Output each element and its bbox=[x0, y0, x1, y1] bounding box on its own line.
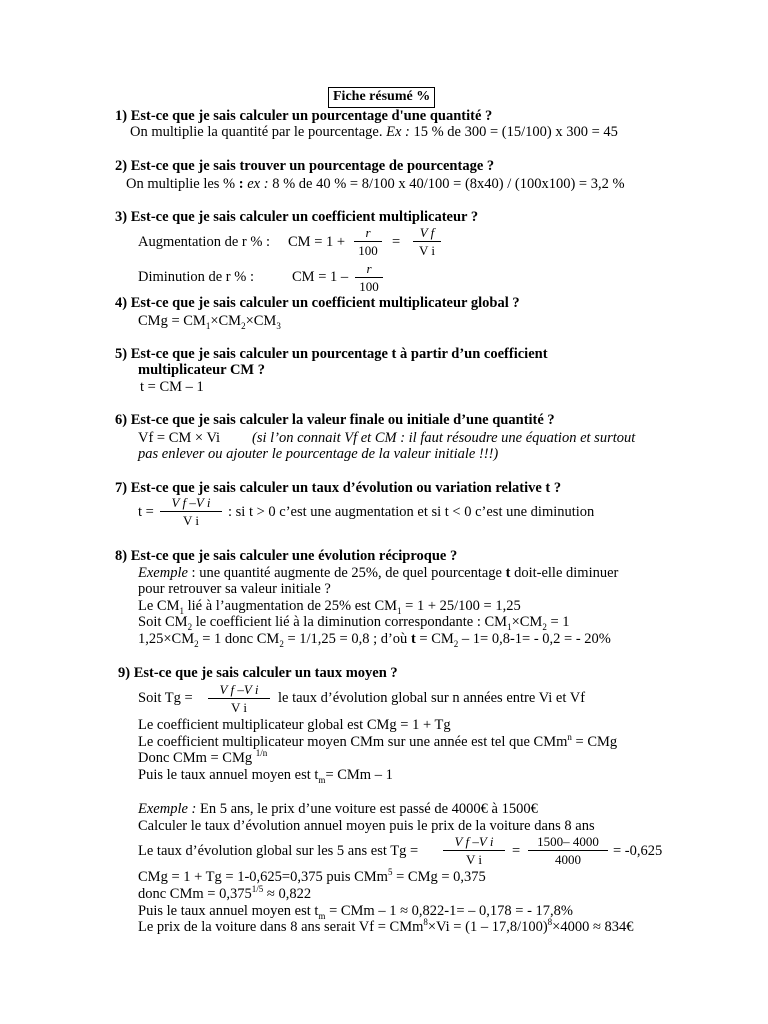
subscript: 2 bbox=[194, 638, 199, 649]
fraction-denominator: V i bbox=[182, 513, 199, 528]
section-7-heading: 7) Est-ce que je sais calculer un taux d’évolution ou variation relative t ? bbox=[115, 480, 562, 496]
text-part: doit-elle diminuer bbox=[510, 565, 619, 581]
fraction-numeric bbox=[528, 834, 608, 867]
section-9-line-3 bbox=[138, 750, 267, 766]
text-part: ≈ 0,822 bbox=[263, 886, 312, 902]
fraction-denominator: 100 bbox=[358, 243, 378, 258]
example-label: Exemple bbox=[138, 565, 188, 581]
fraction-tg bbox=[208, 682, 270, 715]
section-6-heading: 6) Est-ce que je sais calculer la valeur finale ou initiale d’une quantité ? bbox=[115, 412, 555, 428]
fraction-bar bbox=[528, 850, 608, 851]
text-part: = 1 bbox=[546, 614, 570, 630]
example-line-4 bbox=[138, 869, 486, 885]
fraction-vf-minus-vi bbox=[160, 495, 222, 528]
text-part: Donc CMm = CMg bbox=[138, 750, 256, 766]
text-part: Le coefficient multiplicateur moyen CMm sur une année est tel que CMm bbox=[138, 734, 568, 750]
superscript: n bbox=[567, 732, 572, 743]
section-4-heading: 4) Est-ce que je sais calculer un coefficient multiplicateur global ? bbox=[115, 295, 520, 311]
section-3-heading: 3) Est-ce que je sais calculer un coefficient multiplicateur ? bbox=[115, 209, 479, 225]
subscript: 3 bbox=[276, 320, 281, 331]
example-result: = -0,625 bbox=[613, 843, 663, 859]
example-line-5 bbox=[138, 886, 311, 902]
text-part: = CMm – 1 ≈ 0,822-1= – 0,178 = - 17,8% bbox=[325, 903, 574, 919]
example-line-2: Calculer le taux d’évolution annuel moyen puis le prix de la voiture dans 8 ans bbox=[138, 818, 595, 834]
fraction-numerator: V f bbox=[419, 225, 435, 240]
example-equals: = bbox=[512, 843, 521, 859]
subscript: 2 bbox=[187, 621, 193, 632]
text-part: ×4000 ≈ 834€ bbox=[552, 919, 634, 935]
text-part: 1,25×CM bbox=[138, 631, 195, 647]
page-title: Fiche résumé % bbox=[328, 87, 435, 108]
fraction-tg-example bbox=[443, 834, 505, 867]
section-8-line-4 bbox=[138, 614, 570, 630]
formula-part: ×CM bbox=[210, 313, 242, 329]
text-part: : une quantité augmente de 25%, de quel pourcentage bbox=[187, 565, 506, 581]
superscript: 1/5 bbox=[251, 884, 264, 895]
text-part: Puis le taux annuel moyen est t bbox=[138, 767, 319, 783]
equals-sign: = bbox=[392, 234, 401, 250]
section-6-note-line-2: pas enlever ou ajouter le pourcentage de la valeur initiale !!!) bbox=[138, 446, 499, 462]
section-8-line-1 bbox=[138, 565, 618, 581]
section-8-heading: 8) Est-ce que je sais calculer une évolution réciproque ? bbox=[115, 548, 458, 564]
text-part: = CM bbox=[415, 631, 454, 647]
section-8-line-3 bbox=[138, 598, 521, 614]
fraction-bar bbox=[208, 698, 270, 699]
augmentation-cm: CM = 1 + bbox=[288, 234, 346, 250]
formula-part: CMg = CM bbox=[138, 313, 206, 329]
section-2-colon: : bbox=[238, 176, 244, 192]
superscript: 8 bbox=[423, 917, 428, 928]
superscript: 8 bbox=[547, 917, 553, 928]
text-part: – 1= 0,8-1= - 0,2 = - 20% bbox=[458, 631, 611, 647]
section-9-line-2 bbox=[138, 734, 617, 750]
fraction-vf-over-vi bbox=[413, 225, 441, 258]
example-line-7 bbox=[138, 919, 634, 935]
fraction-numerator: V f –V i bbox=[171, 495, 211, 510]
section-6-note-line-1: (si l’on connait Vf et CM : il faut résoudre une équation et surtout bbox=[252, 430, 636, 446]
subscript: 1 bbox=[507, 621, 512, 632]
text-part: = CMg bbox=[571, 734, 618, 750]
fraction-r-over-100 bbox=[354, 225, 382, 258]
text-part: = CMg = 0,375 bbox=[392, 869, 486, 885]
diminution-cm: CM = 1 – bbox=[292, 269, 349, 285]
subscript: 2 bbox=[279, 638, 284, 649]
text-part: Le prix de la voiture dans 8 ans serait Vf = CMm bbox=[138, 919, 424, 935]
tg-description: le taux d’évolution global sur n années entre Vi et Vf bbox=[278, 690, 586, 706]
fraction-denominator: V i bbox=[418, 243, 435, 258]
fraction-r-over-100-dim bbox=[355, 261, 383, 294]
subscript: m bbox=[318, 910, 326, 921]
fraction-bar bbox=[160, 511, 222, 512]
section-6-formula: Vf = CM × Vi bbox=[138, 430, 221, 446]
section-9-line-4 bbox=[138, 767, 393, 783]
fraction-bar bbox=[354, 241, 382, 242]
section-1-ex-label: Ex : bbox=[386, 124, 410, 140]
text-part: = 1/1,25 = 0,8 ; d’où bbox=[283, 631, 411, 647]
fraction-denominator: 100 bbox=[359, 279, 379, 294]
text-part: donc CMm = 0,375 bbox=[138, 886, 252, 902]
text-part: CMg = 1 + Tg = 1-0,625=0,375 puis CMm bbox=[138, 869, 388, 885]
fraction-bar bbox=[413, 241, 441, 242]
section-5-heading-line-2: multiplicateur CM ? bbox=[138, 362, 265, 378]
example-line-6 bbox=[138, 903, 573, 919]
fraction-numerator: r bbox=[366, 261, 372, 276]
section-2-text bbox=[126, 176, 625, 192]
section-1-text-b: 15 % de 300 = (15/100) x 300 = 45 bbox=[409, 124, 618, 140]
formula-part: ×CM bbox=[245, 313, 277, 329]
fraction-numerator: r bbox=[365, 225, 371, 240]
example-line-3-text: Le taux d’évolution global sur les 5 ans est Tg = bbox=[138, 843, 419, 859]
section-8-line-5 bbox=[138, 631, 611, 647]
example-label: Exemple : bbox=[138, 801, 197, 817]
section-7-text: : si t > 0 c’est une augmentation et si t < 0 c’est une diminution bbox=[228, 504, 595, 520]
subscript: 1 bbox=[205, 320, 211, 331]
subscript: 1 bbox=[179, 605, 184, 616]
fraction-denominator: 4000 bbox=[555, 852, 581, 867]
text-part: Soit CM bbox=[138, 614, 188, 630]
section-5-formula: t = CM – 1 bbox=[140, 379, 204, 395]
section-1-heading: 1) Est-ce que je sais calculer un pourcentage d'une quantité ? bbox=[115, 108, 493, 124]
subscript: m bbox=[318, 774, 326, 785]
section-2-text-a: On multiplie les % bbox=[126, 176, 239, 192]
subscript: 1 bbox=[397, 605, 402, 616]
fraction-numerator: 1500– 4000 bbox=[537, 834, 599, 849]
section-8-line-2: pour retrouver sa valeur initiale ? bbox=[138, 581, 331, 597]
section-2-heading: 2) Est-ce que je sais trouver un pourcentage de pourcentage ? bbox=[115, 158, 495, 174]
section-1-text-a: On multiplie la quantité par le pourcentage. bbox=[130, 124, 387, 140]
text-part: Le CM bbox=[138, 598, 180, 614]
diminution-label: Diminution de r % : bbox=[138, 269, 254, 285]
section-9-heading: 9) Est-ce que je sais calculer un taux moyen ? bbox=[118, 665, 398, 681]
text-part: = 1 donc CM bbox=[198, 631, 280, 647]
fraction-bar bbox=[443, 850, 505, 851]
text-part: = 1 + 25/100 = 1,25 bbox=[401, 598, 521, 614]
text-part: Puis le taux annuel moyen est t bbox=[138, 903, 319, 919]
soit-tg: Soit Tg = bbox=[138, 690, 193, 706]
section-2-ex-label: ex : bbox=[243, 176, 269, 192]
subscript: 2 bbox=[453, 638, 459, 649]
section-9-line-1: Le coefficient multiplicateur global est CMg = 1 + Tg bbox=[138, 717, 451, 733]
text-part: En 5 ans, le prix d’une voiture est passé de 4000€ à 1500€ bbox=[196, 801, 538, 817]
superscript: 5 bbox=[387, 867, 393, 878]
section-4-formula bbox=[138, 313, 281, 329]
section-2-text-b: 8 % de 40 % = 8/100 x 40/100 = (8x40) / (100x100) = 3,2 % bbox=[268, 176, 625, 192]
fraction-numerator: V f –V i bbox=[454, 834, 494, 849]
section-1-text bbox=[130, 124, 618, 140]
text-part: = CMm – 1 bbox=[325, 767, 393, 783]
fraction-denominator: V i bbox=[230, 700, 247, 715]
variable-t: t bbox=[505, 565, 511, 581]
text-part: ×Vi = (1 – 17,8/100) bbox=[427, 919, 548, 935]
variable-t: t bbox=[410, 631, 416, 647]
fraction-denominator: V i bbox=[465, 852, 482, 867]
superscript: 1/n bbox=[255, 748, 268, 759]
fraction-numerator: V f –V i bbox=[219, 682, 259, 697]
section-5-heading-line-1: 5) Est-ce que je sais calculer un pourcentage t à partir d’un coefficient bbox=[115, 346, 548, 362]
subscript: 2 bbox=[542, 621, 547, 632]
text-part: lié à l’augmentation de 25% est CM bbox=[183, 598, 398, 614]
text-part: ×CM bbox=[511, 614, 543, 630]
example-line-1 bbox=[138, 801, 538, 817]
t-equals: t = bbox=[138, 504, 154, 520]
augmentation-label: Augmentation de r % : bbox=[138, 234, 271, 250]
fraction-bar bbox=[355, 277, 383, 278]
subscript: 2 bbox=[241, 320, 246, 331]
text-part: le coefficient lié à la diminution correspondante : CM bbox=[192, 614, 508, 630]
